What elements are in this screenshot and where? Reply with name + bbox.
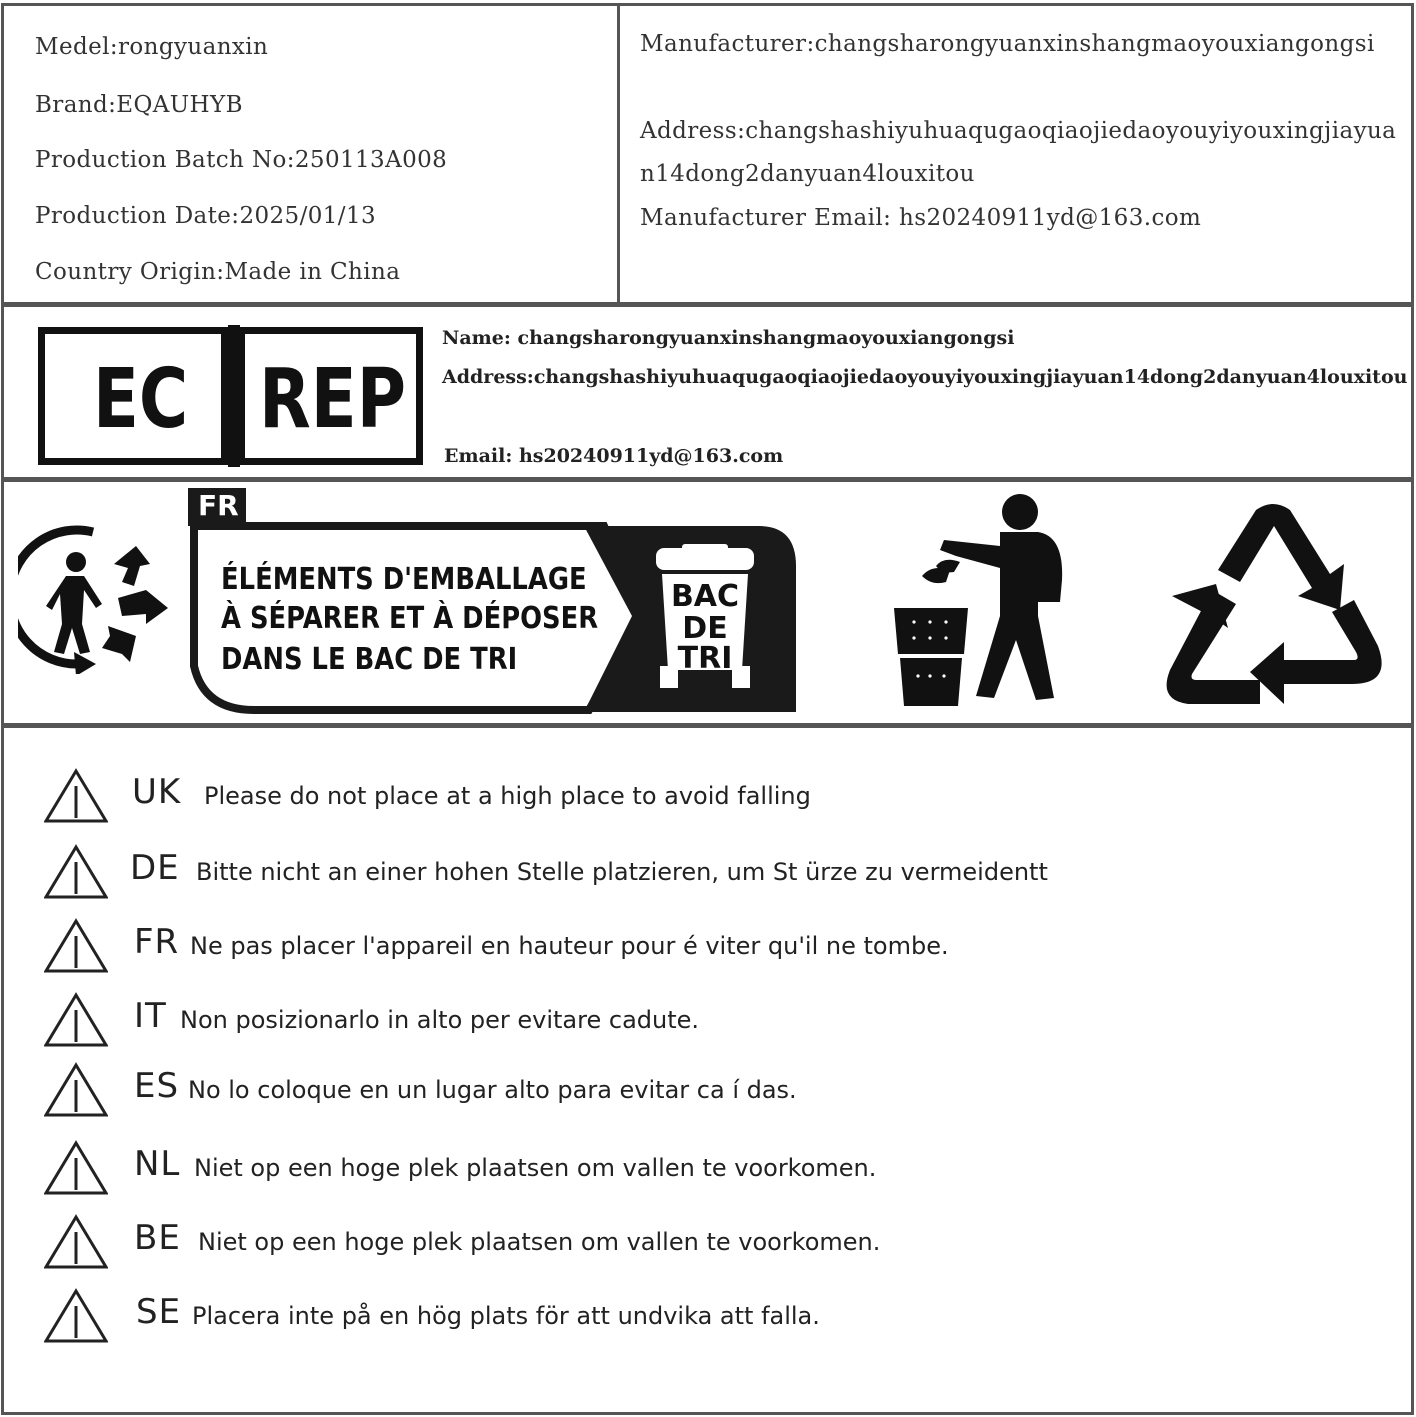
triman-icon <box>18 524 168 674</box>
bin-label-line2: DE <box>682 611 728 646</box>
warning-triangle-icon <box>44 1062 108 1118</box>
tidyman-icon <box>888 490 1068 710</box>
warning-row-be <box>44 1214 1344 1274</box>
ec-rep-address: Address:changshashiyuhuaqugaoqiaojiedaoyouyiyouxingjiayuan14dong2danyuan4louxitou <box>442 366 1408 388</box>
manufacturer-name: Manufacturer:changsharongyuanxinshangmaoyouxiangongsi <box>640 31 1375 57</box>
manufacturer-address-line1: Address:changshashiyuhuaqugaoqiaojiedaoyouyiyouxingjiayua <box>640 118 1397 144</box>
warning-code: UK <box>132 772 182 812</box>
product-info-panel <box>1 3 620 305</box>
warning-text: Bitte nicht an einer hohen Stelle platzieren, um St ürze zu vermeidentt <box>196 858 1048 886</box>
sorting-line3: DANS LE BAC DE TRI <box>221 642 518 677</box>
rep-label: REP <box>259 352 406 447</box>
warning-text: Niet op een hoge plek plaatsen om vallen te voorkomen. <box>194 1154 877 1182</box>
manufacturer-panel <box>617 3 1414 305</box>
warning-text: Placera inte på en hög plats för att undvika att falla. <box>192 1302 820 1330</box>
manufacturer-address-line2: n14dong2danyuan4louxitou <box>640 161 975 187</box>
warning-text: Niet op een hoge plek plaatsen om vallen te voorkomen. <box>198 1228 881 1256</box>
fr-badge-label: FR <box>198 489 239 522</box>
ec-box <box>38 327 228 465</box>
warning-text: Ne pas placer l'appareil en hauteur pour é viter qu'il ne tombe. <box>190 932 949 960</box>
warning-code: IT <box>134 996 167 1036</box>
warning-code: DE <box>130 848 180 888</box>
warning-code: FR <box>134 922 180 962</box>
warning-row-fr <box>44 918 1344 978</box>
ec-rep-email: Email: hs20240911yd@163.com <box>444 445 784 467</box>
ec-rep-panel <box>1 304 1414 480</box>
warning-triangle-icon <box>44 1214 108 1270</box>
warning-triangle-icon <box>44 844 108 900</box>
warning-code: NL <box>134 1144 181 1184</box>
recycle-icon <box>1164 500 1382 710</box>
warning-row-nl <box>44 1140 1344 1200</box>
rep-box <box>238 327 423 465</box>
manufacturer-email: Manufacturer Email: hs20240911yd@163.com <box>640 205 1202 231</box>
warning-text: Please do not place at a high place to avoid falling <box>204 782 811 810</box>
country-origin-line: Country Origin:Made in China <box>35 259 401 285</box>
ec-label: EC <box>93 352 189 447</box>
warning-row-de <box>44 844 1344 904</box>
batch-line: Production Batch No:250113A008 <box>35 147 448 173</box>
warning-text: No lo coloque en un lugar alto para evitar ca í das. <box>188 1076 797 1104</box>
model-line: Medel:rongyuanxin <box>35 34 269 60</box>
warning-code: SE <box>136 1292 182 1332</box>
warning-row-uk <box>44 768 1344 828</box>
warning-triangle-icon <box>44 1288 108 1344</box>
symbols-panel <box>1 479 1414 726</box>
bac-de-tri-bin-icon <box>650 544 760 694</box>
warning-row-es <box>44 1062 1344 1122</box>
warning-row-se <box>44 1288 1344 1348</box>
ec-rep-logo <box>38 327 423 465</box>
warning-code: BE <box>134 1218 181 1258</box>
brand-line: Brand:EQAUHYB <box>35 92 243 118</box>
warning-code: ES <box>134 1066 180 1106</box>
bin-label-line3: TRI <box>677 641 733 676</box>
sorting-line2: À SÉPARER ET À DÉPOSER <box>221 601 599 636</box>
bin-label-line1: BAC <box>670 579 740 614</box>
warning-triangle-icon <box>44 1140 108 1196</box>
ec-rep-name: Name: changsharongyuanxinshangmaoyouxiangongsi <box>442 327 1015 349</box>
warning-triangle-icon <box>44 768 108 824</box>
warning-triangle-icon <box>44 918 108 974</box>
production-date-line: Production Date:2025/01/13 <box>35 203 377 229</box>
warning-triangle-icon <box>44 992 108 1048</box>
warning-row-it <box>44 992 1344 1052</box>
warning-text: Non posizionarlo in alto per evitare cadute. <box>180 1006 700 1034</box>
sorting-line1: ÉLÉMENTS D'EMBALLAGE <box>221 562 587 597</box>
